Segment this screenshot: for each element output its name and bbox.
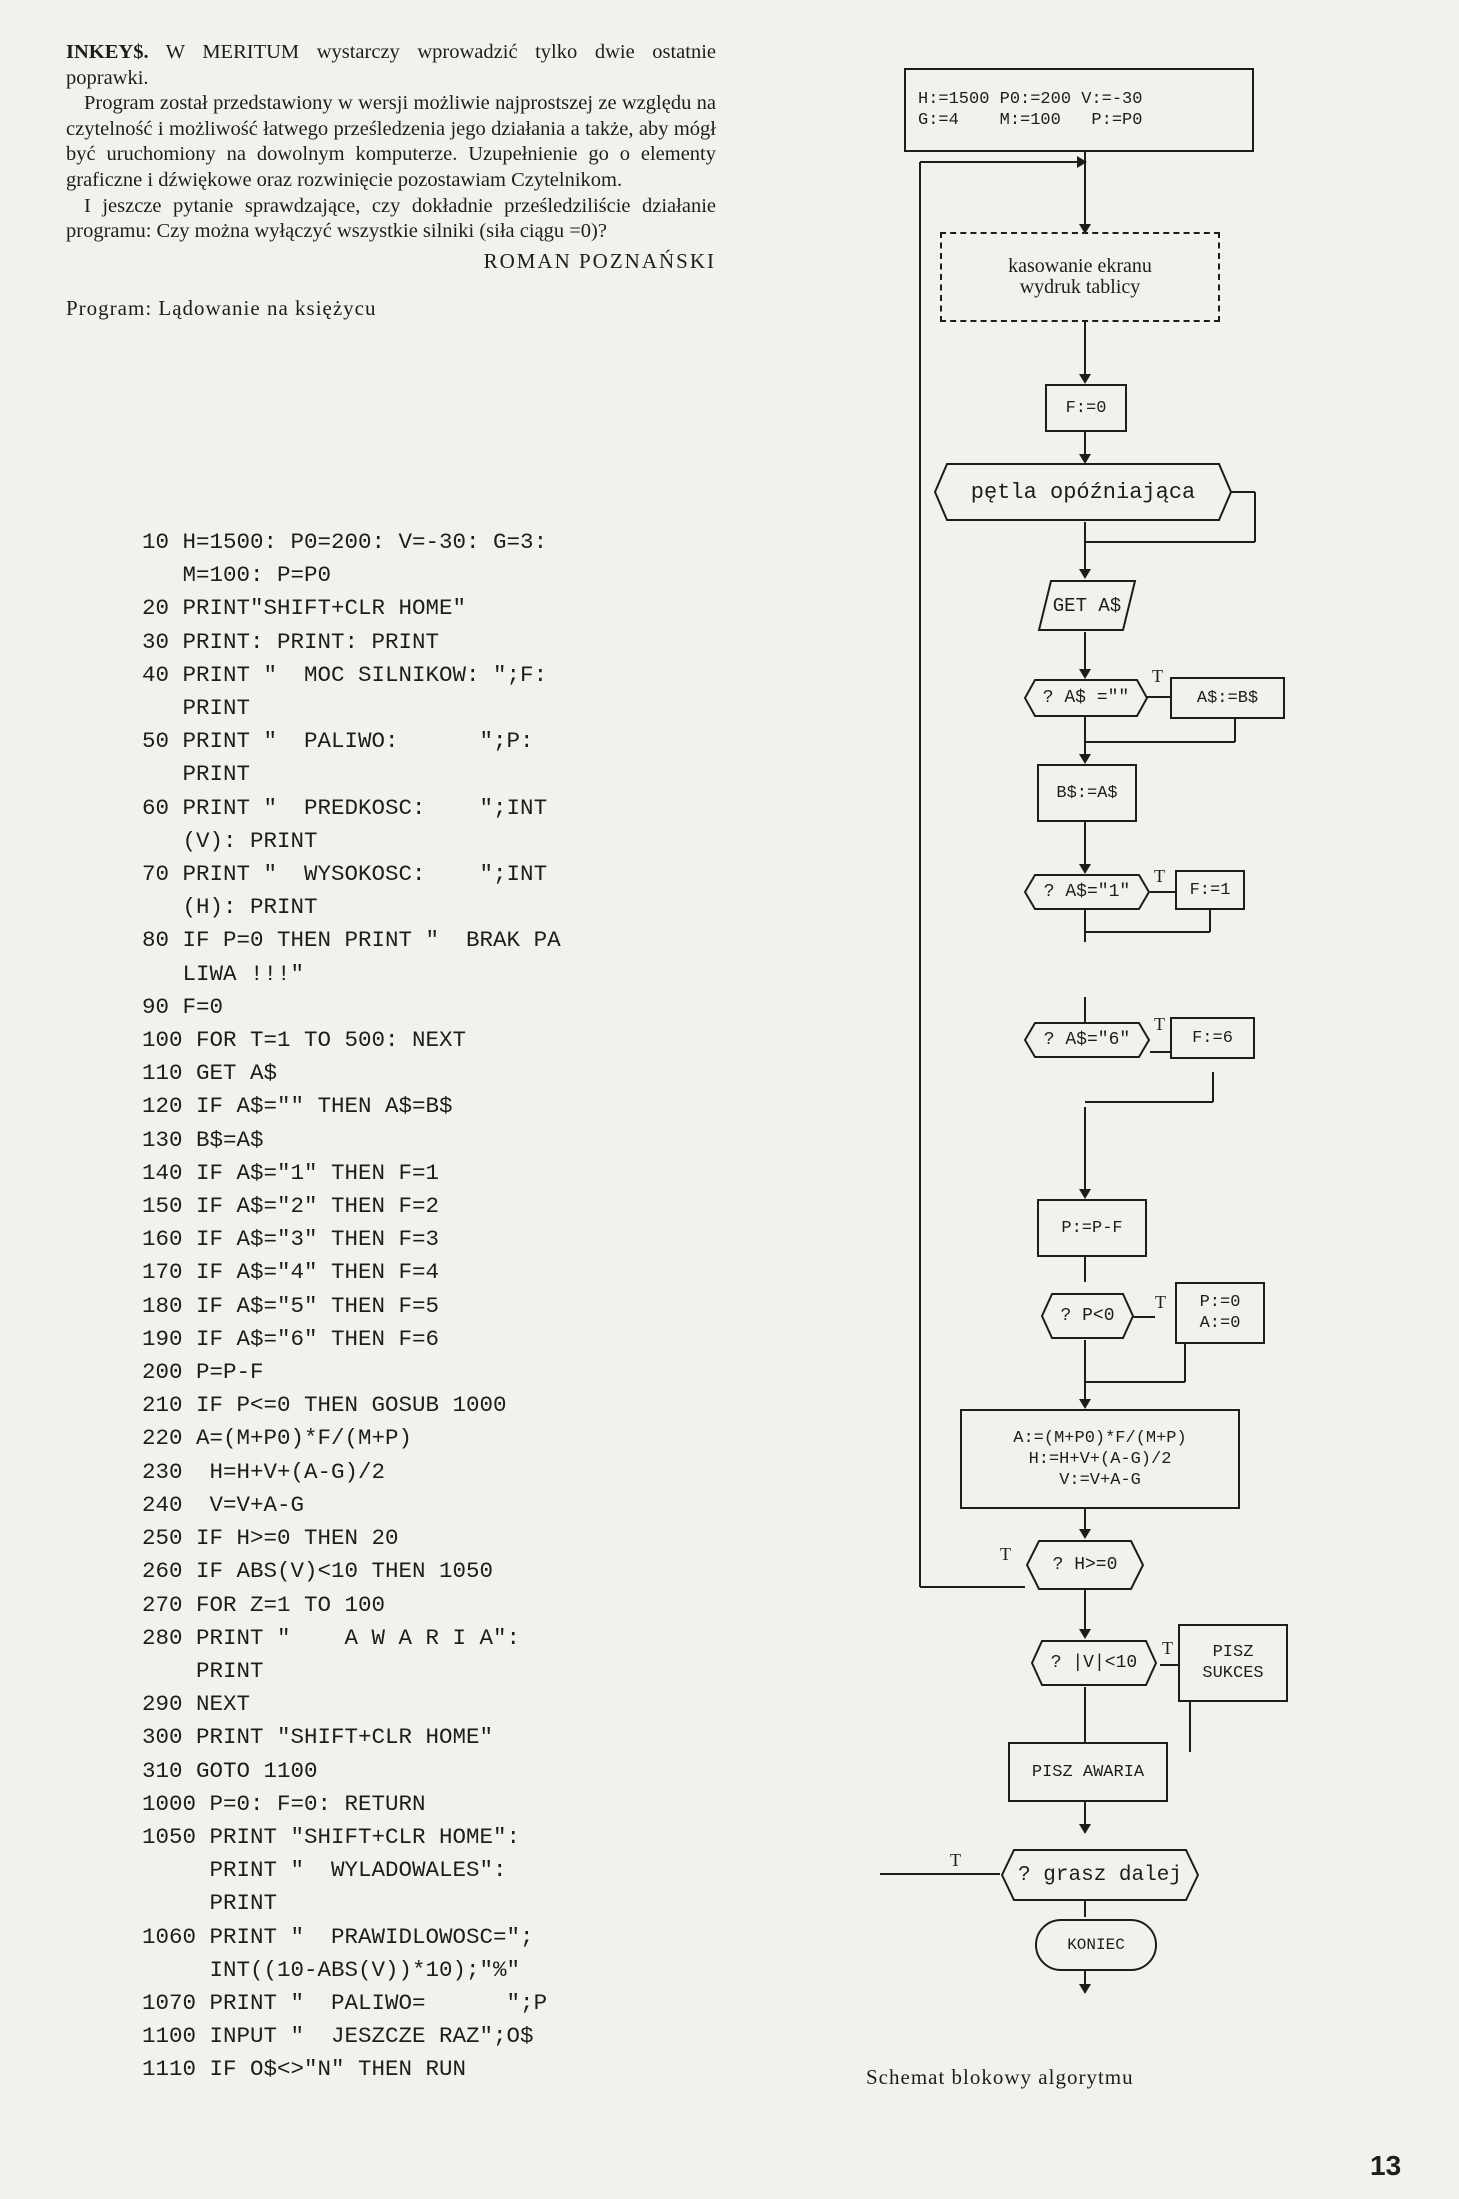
end-terminal: KONIEC bbox=[1035, 1919, 1157, 1971]
code-line: 10 H=1500: P0=200: V=-30: G=3: bbox=[142, 529, 548, 555]
code-line: 250 IF H>=0 THEN 20 bbox=[142, 1525, 399, 1552]
code-line: PRINT bbox=[142, 761, 251, 788]
code-line: 310 GOTO 1100 bbox=[142, 1757, 318, 1784]
code-line: 210 IF P<=0 THEN GOSUB 1000 bbox=[142, 1392, 507, 1419]
intro-text: W MERITUM wystarczy wprowadzić tylko dwie ostatnie poprawki. bbox=[66, 41, 716, 89]
paragraph-intro bbox=[66, 40, 716, 91]
true-label-7: T bbox=[950, 1850, 961, 1870]
program-title: Program: Lądowanie na księżycu bbox=[66, 295, 377, 320]
true-label-1: T bbox=[1152, 666, 1163, 686]
code-line: 50 PRINT " PALIWO: ";P: bbox=[142, 728, 534, 755]
author-name: ROMAN POZNAŃSKI bbox=[483, 248, 716, 273]
code-line: 190 IF A$="6" THEN F=6 bbox=[142, 1325, 440, 1352]
code-line: 80 IF P=0 THEN PRINT " BRAK PA bbox=[142, 927, 561, 954]
flowchart-caption: Schemat blokowy algorytmu bbox=[866, 2065, 1134, 2089]
code-line: PRINT bbox=[142, 695, 251, 722]
code-line: 180 IF A$="5" THEN F=5 bbox=[142, 1292, 440, 1319]
inkey-keyword: INKEY$. bbox=[66, 41, 149, 63]
code-line: 30 PRINT: PRINT: PRINT bbox=[142, 628, 440, 655]
true-label-4: T bbox=[1155, 1292, 1166, 1312]
code-line: 90 F=0 bbox=[142, 993, 224, 1020]
q-height: ? H>=0 bbox=[1052, 1555, 1118, 1575]
init-line-1: H:=1500 P0:=200 V:=-30 bbox=[918, 90, 1143, 109]
code-line: PRINT " WYLADOWALES": bbox=[142, 1857, 507, 1884]
code-line: LIWA !!!" bbox=[142, 960, 305, 987]
q-key-one: ? A$="1" bbox=[1043, 882, 1131, 902]
code-line: 1050 PRINT "SHIFT+CLR HOME": bbox=[142, 1823, 521, 1850]
code-line: 70 PRINT " WYSOKOSC: ";INT bbox=[142, 861, 548, 888]
init-box bbox=[904, 68, 1254, 152]
q-fuel: ? P<0 bbox=[1060, 1306, 1115, 1326]
code-line: 290 NEXT bbox=[142, 1691, 251, 1718]
true-label-2: T bbox=[1154, 866, 1165, 886]
code-line: 1070 PRINT " PALIWO= ";P bbox=[142, 1989, 548, 2016]
code-line: 1110 IF O$<>"N" THEN RUN bbox=[142, 2056, 467, 2083]
code-line: 130 B$=A$ bbox=[142, 1126, 264, 1153]
p-minus-box: P:=P-F bbox=[1037, 1199, 1147, 1257]
get-input: GET A$ bbox=[1052, 594, 1122, 617]
set-b-box: A$:=B$ bbox=[1170, 677, 1285, 719]
code-line: 270 FOR Z=1 TO 100 bbox=[142, 1591, 386, 1618]
physics-box: A:=(M+P0)*F/(M+P) H:=H+V+(A-G)/2 V:=V+A-G bbox=[960, 1409, 1240, 1509]
f-zero-box: F:=0 bbox=[1045, 384, 1127, 432]
zero-box: P:=0 A:=0 bbox=[1175, 1282, 1265, 1344]
f-six-box: F:=6 bbox=[1170, 1017, 1255, 1059]
code-line: 1060 PRINT " PRAWIDLOWOSC="; bbox=[142, 1923, 534, 1950]
page-number: 13 bbox=[1370, 2150, 1402, 2181]
init-line-2: G:=4 M:=100 P:=P0 bbox=[918, 111, 1143, 130]
q-empty-key: ? A$ ="" bbox=[1042, 688, 1130, 708]
code-line: 200 P=P-F bbox=[142, 1359, 264, 1386]
clear-line-2: wydruk tablicy bbox=[1019, 276, 1141, 298]
code-line: 140 IF A$="1" THEN F=1 bbox=[142, 1159, 440, 1186]
delay-loop: pętla opóźniająca bbox=[970, 479, 1196, 505]
code-line: PRINT bbox=[142, 1657, 264, 1684]
code-line: 220 A=(M+P0)*F/(M+P) bbox=[142, 1425, 413, 1452]
crash-box: PISZ AWARIA bbox=[1008, 1742, 1168, 1802]
code-line: INT((10-ABS(V))*10);"%" bbox=[142, 1956, 521, 1983]
code-line: 1100 INPUT " JESZCZE RAZ";O$ bbox=[142, 2023, 534, 2050]
code-line: 120 IF A$="" THEN A$=B$ bbox=[142, 1093, 453, 1120]
code-line: 150 IF A$="2" THEN F=2 bbox=[142, 1193, 440, 1220]
article-text bbox=[66, 40, 716, 321]
q-velocity: ? |V|<10 bbox=[1050, 1653, 1138, 1673]
code-line: (H): PRINT bbox=[142, 894, 318, 921]
b-assign-box: B$:=A$ bbox=[1037, 764, 1137, 822]
true-label-5: T bbox=[1000, 1544, 1011, 1564]
code-line: 170 IF A$="4" THEN F=4 bbox=[142, 1259, 440, 1286]
code-line: 240 V=V+A-G bbox=[142, 1491, 305, 1518]
q-play-again: ? grasz dalej bbox=[1018, 1863, 1182, 1887]
true-label-3: T bbox=[1154, 1014, 1165, 1034]
code-line: 230 H=H+V+(A-G)/2 bbox=[142, 1458, 386, 1485]
code-line: 110 GET A$ bbox=[142, 1060, 278, 1087]
f-one-box: F:=1 bbox=[1175, 870, 1245, 910]
code-line: 1000 P=0: F=0: RETURN bbox=[142, 1790, 426, 1817]
clear-screen-box bbox=[940, 232, 1220, 322]
code-line: 280 PRINT " A W A R I A": bbox=[142, 1624, 521, 1651]
code-line: 20 PRINT"SHIFT+CLR HOME" bbox=[142, 595, 467, 622]
code-line: (V): PRINT bbox=[142, 827, 318, 854]
paragraph-question: I jeszcze pytanie sprawdzające, czy dokładnie prześledziliście działanie programu: Czy można wyłączyć wszystkie silniki (siła ciągu =0)? bbox=[66, 194, 716, 243]
code-line: M=100: P=P0 bbox=[142, 562, 332, 589]
flowchart bbox=[880, 62, 1300, 2092]
true-label-6: T bbox=[1162, 1638, 1173, 1658]
paragraph-description: Program został przedstawiony w wersji możliwie najprostszej ze względu na czytelność i możliwość łatwego prześledzenia jego działania a także, aby mógł być uruchomiony na dowolnym komputerze. Uzupełnienie go o elementy graficzne i dźwiękowe oraz rozwinięcie pozostawiam Czytelnikom. bbox=[66, 92, 716, 191]
code-line: PRINT bbox=[142, 1890, 278, 1917]
code-line: 300 PRINT "SHIFT+CLR HOME" bbox=[142, 1724, 494, 1751]
code-line: 260 IF ABS(V)<10 THEN 1050 bbox=[142, 1558, 494, 1585]
code-line: 100 FOR T=1 TO 500: NEXT bbox=[142, 1027, 467, 1054]
clear-line-1: kasowanie ekranu bbox=[1008, 255, 1152, 277]
program-listing bbox=[142, 526, 702, 2087]
code-line: 160 IF A$="3" THEN F=3 bbox=[142, 1226, 440, 1253]
code-line: 60 PRINT " PREDKOSC: ";INT bbox=[142, 794, 548, 821]
q-key-six: ? A$="6" bbox=[1043, 1030, 1131, 1050]
success-box: PISZ SUKCES bbox=[1178, 1624, 1288, 1702]
code-line: 40 PRINT " MOC SILNIKOW: ";F: bbox=[142, 661, 548, 688]
